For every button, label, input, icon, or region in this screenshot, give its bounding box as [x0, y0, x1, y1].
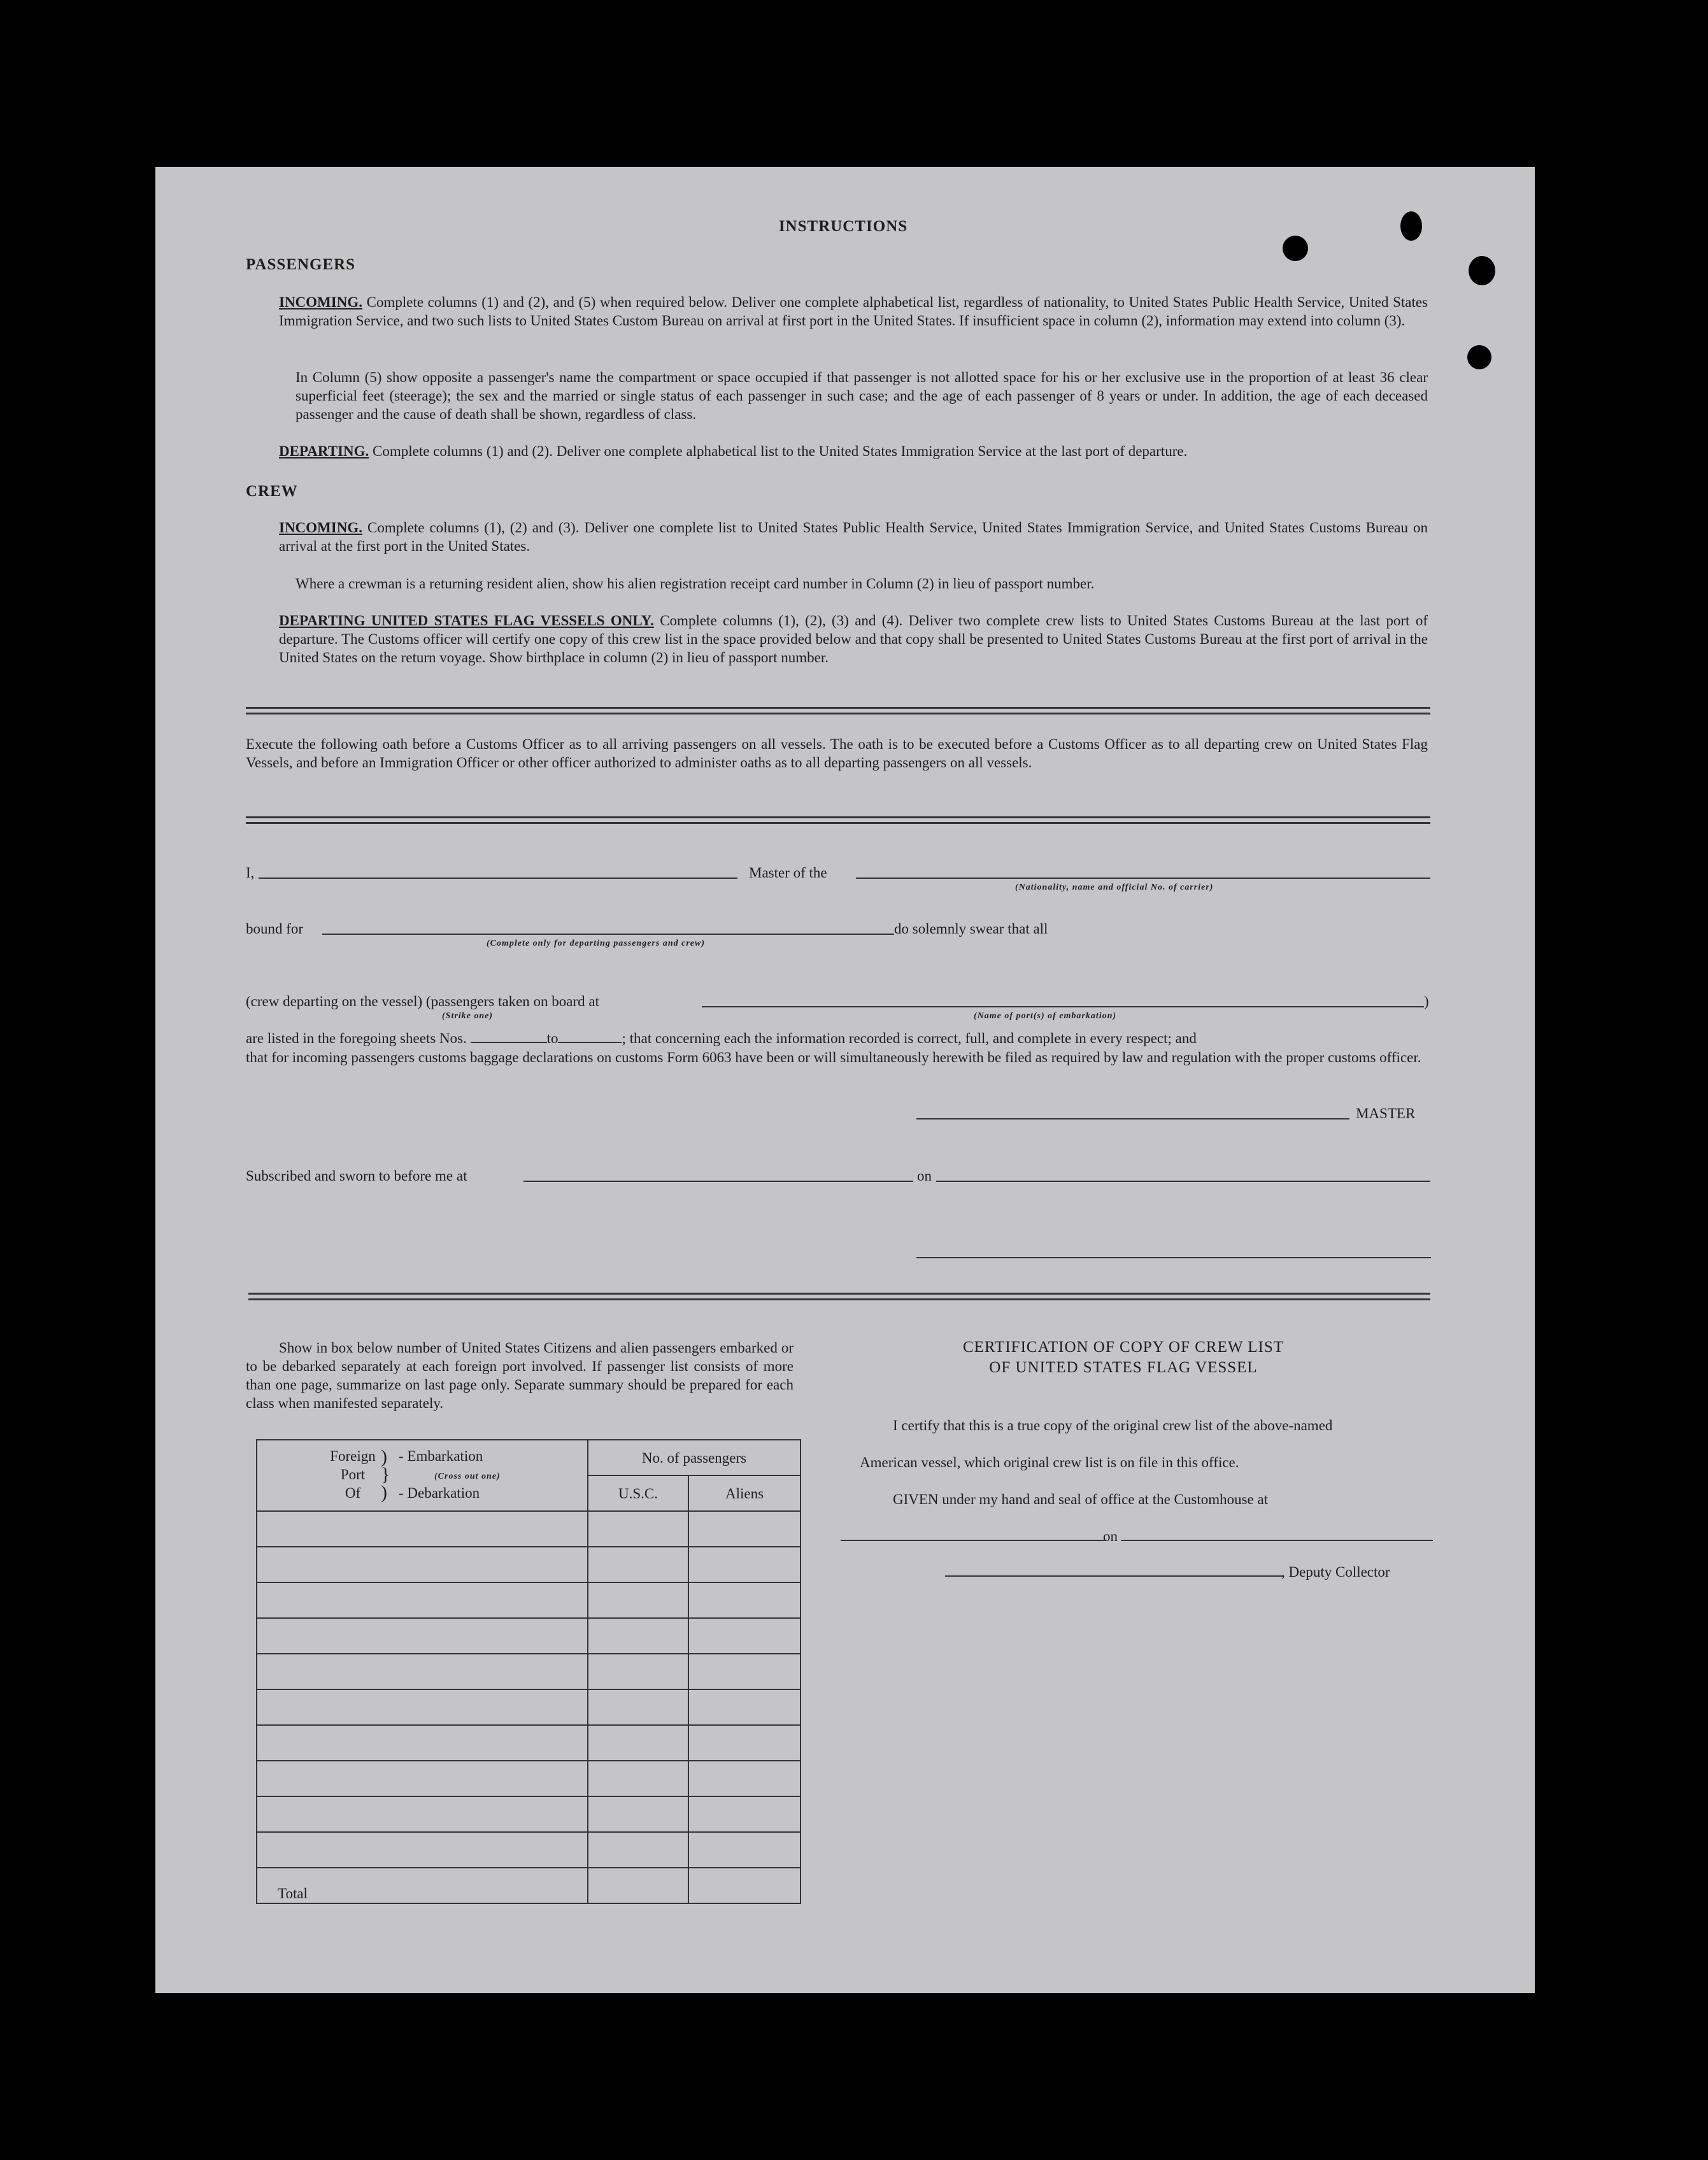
- passengers-column5-text: In Column (5) show opposite a passenger's name the compartment or space occupied if that passenger is not allotted space for his or her exclusive use in the proportion of at least 36 clear superficial feet (steerage); the sex and the married or single status of each passenger in such case; and the age of each passenger of 8 years or under. In addition, the age of each deceased passenger and the cause of death shall be shown, regardless of class.: [295, 369, 1428, 422]
- oath-i-label: I,: [246, 865, 255, 881]
- passengers-incoming-label: INCOMING.: [279, 294, 362, 310]
- port-cell[interactable]: [257, 1761, 588, 1796]
- total-row: [257, 1868, 801, 1903]
- usc-cell[interactable]: [588, 1511, 688, 1547]
- bound-for-line: [322, 934, 894, 935]
- aliens-cell[interactable]: [688, 1654, 801, 1689]
- passenger-summary-table: [256, 1439, 801, 1904]
- port-cell[interactable]: [257, 1511, 588, 1547]
- usc-cell[interactable]: [588, 1654, 688, 1689]
- table-row: [257, 1547, 801, 1582]
- passengers-departing-block: [279, 442, 1428, 460]
- divider: [246, 707, 1430, 714]
- aliens-cell[interactable]: [688, 1796, 801, 1832]
- port-cell[interactable]: [257, 1725, 588, 1761]
- certify-text-2: American vessel, which original crew list is on file in this office.: [860, 1454, 1239, 1470]
- crew-departing-block: [279, 611, 1428, 667]
- port-cell[interactable]: [257, 1689, 588, 1725]
- crew-departing-text: Complete columns (1), (2), (3) and (4). Deliver two complete crew lists to United States Customs Bureau at the last port of departure. The Customs officer will certify one copy of this crew list in the space provided below and that copy shall be presented to United States Customs Bureau at the first port of arrival in the United States on the return voyage. Show birthplace in column (2) in lieu of passport number.: [279, 613, 1428, 665]
- table-row: [257, 1654, 801, 1689]
- table-row: [257, 1689, 801, 1725]
- divider: [248, 1293, 1430, 1300]
- sworn-on-label: on: [917, 1168, 932, 1184]
- crew-departing-text: (crew departing on the vessel) (passengers taken on board at: [246, 993, 599, 1009]
- complete-note: (Complete only for departing passengers and crew): [487, 939, 705, 948]
- crew-incoming-label: INCOMING.: [279, 520, 362, 536]
- port-cell[interactable]: [257, 1582, 588, 1618]
- passengers-heading: PASSENGERS: [246, 256, 356, 273]
- table-header-row: [257, 1440, 801, 1475]
- swear-text: do solemnly swear that all: [894, 921, 1048, 937]
- oath-intro: Execute the following oath before a Customs Officer as to all arriving passengers on all vessels. The oath is to be executed before a Customs Officer as to all departing crew on United States Flag Vessels, and before an Immigration Officer or other officer authorized to administer oaths as to all departing passengers on all vessels.: [246, 736, 1428, 771]
- usc-cell[interactable]: [588, 1725, 688, 1761]
- divider: [246, 816, 1430, 824]
- nationality-note: (Nationality, name and official No. of carrier): [1015, 883, 1214, 892]
- aliens-header: Aliens: [688, 1475, 801, 1511]
- passengers-departing-label: DEPARTING.: [279, 443, 369, 459]
- certification-heading-1: CERTIFICATION OF COPY OF CREW LIST: [962, 1339, 1285, 1356]
- sheet-to-blank: [558, 1042, 622, 1043]
- aliens-cell[interactable]: [688, 1832, 801, 1868]
- certification-heading-2: OF UNITED STATES FLAG VESSEL: [989, 1359, 1258, 1376]
- embarkation-label: - Embarkation: [399, 1448, 483, 1464]
- total-label: Total: [257, 1868, 588, 1903]
- certification-heading: [862, 1337, 1384, 1378]
- summary-instruction: Show in box below number of United States Citizens and alien passengers embarked or to be debarked separately at each foreign port involved. If passenger list consists of more than one page, summarize on last page only. Separate summary should be prepared for each class when manifested separately.: [246, 1340, 794, 1411]
- table-row: [257, 1725, 801, 1761]
- aliens-cell[interactable]: [688, 1689, 801, 1725]
- table-row: [257, 1582, 801, 1618]
- sworn-place-line: [523, 1181, 913, 1182]
- table-row: [257, 1796, 801, 1832]
- crew-resident-text: Where a crewman is a returning resident alien, show his alien registration receipt card number in Column (2) in lieu of passport number.: [295, 576, 1095, 592]
- aliens-cell[interactable]: [688, 1618, 801, 1654]
- port-cell[interactable]: [257, 1618, 588, 1654]
- no-passengers-header: No. of passengers: [588, 1440, 801, 1475]
- sheet-from-blank: [471, 1042, 547, 1043]
- customhouse-line: [841, 1540, 1106, 1541]
- punch-hole: [1469, 256, 1495, 285]
- usc-cell[interactable]: [588, 1689, 688, 1725]
- listed-to: to: [546, 1030, 559, 1046]
- usc-cell[interactable]: [588, 1582, 688, 1618]
- deputy-signature-line: [945, 1575, 1283, 1577]
- sworn-date-line: [936, 1181, 1430, 1182]
- given-text: GIVEN under my hand and seal of office at the Customhouse at: [893, 1491, 1269, 1507]
- crew-incoming-text: Complete columns (1), (2) and (3). Deliver one complete list to United States Public Health Service, United States Immigration Service, and United States Customs Bureau on arrival at the first port in the United States.: [279, 520, 1428, 554]
- punch-hole: [1283, 236, 1308, 261]
- port-note: (Name of port(s) of embarkation): [974, 1011, 1117, 1021]
- master-label: MASTER: [1356, 1105, 1416, 1121]
- officer-signature-line: [916, 1257, 1431, 1258]
- passengers-departing-text: Complete columns (1) and (2). Deliver one complete alphabetical list to the United States Immigration Service at the last port of departure.: [373, 443, 1188, 459]
- of-label: Of: [345, 1485, 361, 1501]
- debarkation-label: - Debarkation: [399, 1485, 480, 1501]
- table-row: [257, 1832, 801, 1868]
- port-cell[interactable]: [257, 1547, 588, 1582]
- punch-hole: [1400, 211, 1422, 241]
- table-row: [257, 1618, 801, 1654]
- close-paren: ): [1424, 993, 1429, 1009]
- aliens-cell[interactable]: [688, 1761, 801, 1796]
- aliens-cell[interactable]: [688, 1547, 801, 1582]
- passengers-incoming-block: [279, 293, 1428, 330]
- master-of-label: Master of the: [749, 865, 827, 881]
- port-cell[interactable]: [257, 1796, 588, 1832]
- page-title: INSTRUCTIONS: [778, 218, 908, 235]
- strike-note: (Strike one): [442, 1011, 494, 1021]
- cert-on-label: on: [1103, 1528, 1118, 1544]
- subscribed-label: Subscribed and sworn to before me at: [246, 1168, 467, 1184]
- brace-icon: ) } ): [381, 1446, 390, 1503]
- deputy-collector-label: , Deputy Collector: [1281, 1564, 1390, 1580]
- listed-text-2: ; that concerning each the information recorded is correct, full, and complete in every respect; and: [622, 1030, 1197, 1046]
- embarkation-port-line: [702, 1006, 1424, 1007]
- usc-header: U.S.C.: [588, 1475, 688, 1511]
- aliens-cell[interactable]: [688, 1582, 801, 1618]
- usc-cell[interactable]: [588, 1832, 688, 1868]
- total-aliens-cell[interactable]: [688, 1868, 801, 1903]
- port-header-cell: [257, 1440, 588, 1511]
- name-line: [259, 878, 737, 879]
- bound-for-label: bound for: [246, 921, 304, 937]
- listed-line-1: [246, 1029, 1430, 1048]
- aliens-cell[interactable]: [688, 1511, 801, 1547]
- passengers-incoming-text: Complete columns (1) and (2), and (5) when required below. Deliver one complete alphabetical list, regardless of nationality, to United States Public Health Service, United States Immigration Service, and two such lists to United States Custom Bureau on arrival at first port in the United States. If insufficient space in column (2), information may extend into column (3).: [279, 294, 1428, 329]
- form-page: [155, 167, 1535, 1993]
- table-row: [257, 1511, 801, 1547]
- total-usc-cell[interactable]: [588, 1868, 688, 1903]
- listed-text-1: are listed in the foregoing sheets Nos.: [246, 1030, 467, 1046]
- certify-text-1: I certify that this is a true copy of the original crew list of the above-named: [893, 1418, 1333, 1433]
- usc-cell[interactable]: [588, 1618, 688, 1654]
- table-row: [257, 1761, 801, 1796]
- aliens-cell[interactable]: [688, 1725, 801, 1761]
- foreign-label: Foreign: [330, 1448, 376, 1464]
- crew-incoming-block: [279, 518, 1428, 555]
- port-cell[interactable]: [257, 1832, 588, 1868]
- usc-cell[interactable]: [588, 1761, 688, 1796]
- port-label: Port: [340, 1467, 366, 1482]
- port-cell[interactable]: [257, 1654, 588, 1689]
- usc-cell[interactable]: [588, 1547, 688, 1582]
- listed-text-3: that for incoming passengers customs baggage declarations on customs Form 6063 have been or will simultaneously herewith be filed as required by law and regulation with the proper customs officer.: [246, 1049, 1421, 1065]
- usc-cell[interactable]: [588, 1796, 688, 1832]
- punch-hole: [1467, 345, 1491, 369]
- master-signature-line: [916, 1118, 1349, 1119]
- cross-note: (Cross out one): [434, 1472, 501, 1481]
- cert-date-line: [1121, 1540, 1433, 1541]
- crew-heading: CREW: [246, 483, 298, 500]
- crew-departing-label: DEPARTING UNITED STATES FLAG VESSELS ONLY.: [279, 613, 654, 629]
- carrier-line: [856, 878, 1430, 879]
